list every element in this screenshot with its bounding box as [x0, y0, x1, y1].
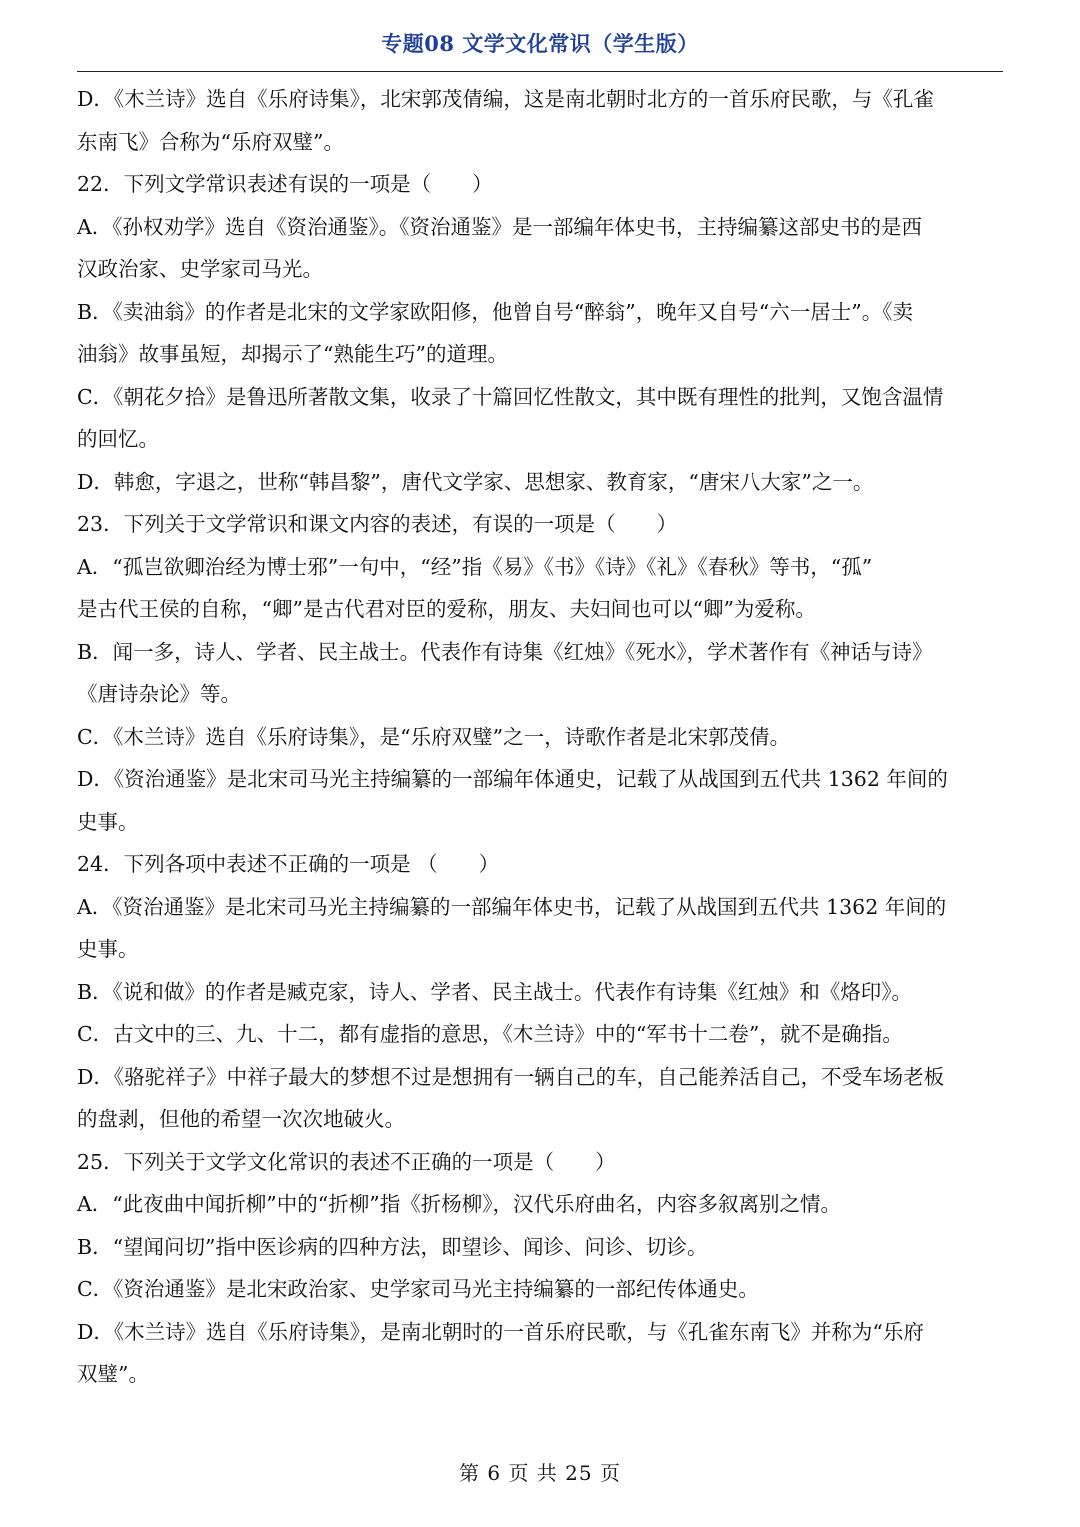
text-line: 汉政治家、史学家司马光。	[77, 257, 323, 281]
text-line: D．韩愈，字退之，世称“韩昌黎”，唐代文学家、思想家、教育家，“唐宋八大家”之一。	[77, 469, 874, 494]
text-line: 油翁》故事虽短，却揭示了“熟能生巧”的道理。	[77, 342, 508, 366]
text-line: C．古文中的三、九、十二，都有虚指的意思，《木兰诗》中的“军书十二卷”，就不是确指。	[77, 1022, 903, 1046]
text-line: 史事。	[77, 809, 139, 834]
text-line: 东南飞》合称为“乐府双璧”。	[77, 129, 344, 154]
text-line: A．《资治通鉴》是北宋司马光主持编纂的一部编年体史书，记载了从战国到五代共 1362 年间的	[77, 894, 947, 919]
question-stem: 24．下列各项中表述不正确的一项是 （ ）	[77, 852, 500, 876]
text-line: A．“孤岂欲卿治经为博士邪”一句中，“经”指《易》《书》《诗》《礼》《春秋》等书，“孤”	[77, 554, 873, 579]
text-line: D．《木兰诗》选自《乐府诗集》，北宋郭茂倩编，这是南北朝时北方的一首乐府民歌，与《孔雀	[77, 87, 934, 111]
text-line: 双璧”。	[77, 1362, 149, 1386]
text-line: 的回忆。	[77, 427, 159, 451]
text-line: B．《卖油翁》的作者是北宋的文学家欧阳修，他曾自号“醉翁”，晚年又自号“六一居士”。《卖	[77, 299, 913, 324]
question-stem: 22．下列文学常识表述有误的一项是（ ）	[77, 172, 493, 196]
text-line: D．《木兰诗》选自《乐府诗集》，是南北朝时的一首乐府民歌，与《孔雀东南飞》并称为“乐府	[77, 1319, 924, 1344]
text-line: C．《资治通鉴》是北宋政治家、史学家司马光主持编纂的一部纪传体通史。	[77, 1277, 759, 1301]
text-line: C．《朝花夕拾》是鲁迅所著散文集，收录了十篇回忆性散文，其中既有理性的批判，又饱含温情	[77, 384, 944, 409]
text-line: 史事。	[77, 937, 139, 961]
text-line: B．《说和做》的作者是臧克家，诗人、学者、民主战士。代表作有诗集《红烛》和《烙印》。	[77, 979, 913, 1004]
document-body	[77, 78, 1003, 1396]
text-line: B．“望闻问切”指中医诊病的四种方法，即望诊、闻诊、问诊、切诊。	[77, 1234, 708, 1259]
text-line: D．《骆驼祥子》中祥子最大的梦想不过是想拥有一辆自己的车，自己能养活自己，不受车场老板	[77, 1064, 945, 1089]
header-divider	[77, 71, 1003, 72]
page-number: 第 6 页 共 25 页	[459, 1461, 621, 1485]
text-line: A．《孙权劝学》选自《资治通鉴》。《资治通鉴》是一部编年体史书，主持编纂这部史书的是西	[77, 214, 923, 239]
text-line: C．《木兰诗》选自《乐府诗集》，是“乐府双璧”之一，诗歌作者是北宋郭茂倩。	[77, 724, 791, 749]
page-header-title: 专题08 文学文化常识（学生版）	[381, 31, 699, 56]
text-line: 《唐诗杂论》等。	[77, 682, 241, 706]
question-stem: 25．下列关于文学文化常识的表述不正确的一项是（ ）	[77, 1149, 616, 1174]
text-line: 的盘剥，但他的希望一次次地破火。	[77, 1107, 405, 1131]
text-line: A．“此夜曲中闻折柳”中的“折柳”指《折杨柳》，汉代乐府曲名，内容多叙离别之情。	[77, 1192, 841, 1216]
text-line: B．闻一多，诗人、学者、民主战士。代表作有诗集《红烛》《死水》，学术著作有《神话与诗》	[77, 639, 933, 664]
text-line: D．《资治通鉴》是北宋司马光主持编纂的一部编年体通史，记载了从战国到五代共 1362 年间的	[77, 767, 948, 791]
text-line: 是古代王侯的自称，“卿”是古代君对臣的爱称，朋友、夫妇间也可以“卿”为爱称。	[77, 597, 816, 621]
question-stem: 23．下列关于文学常识和课文内容的表述，有误的一项是（ ）	[77, 512, 678, 536]
